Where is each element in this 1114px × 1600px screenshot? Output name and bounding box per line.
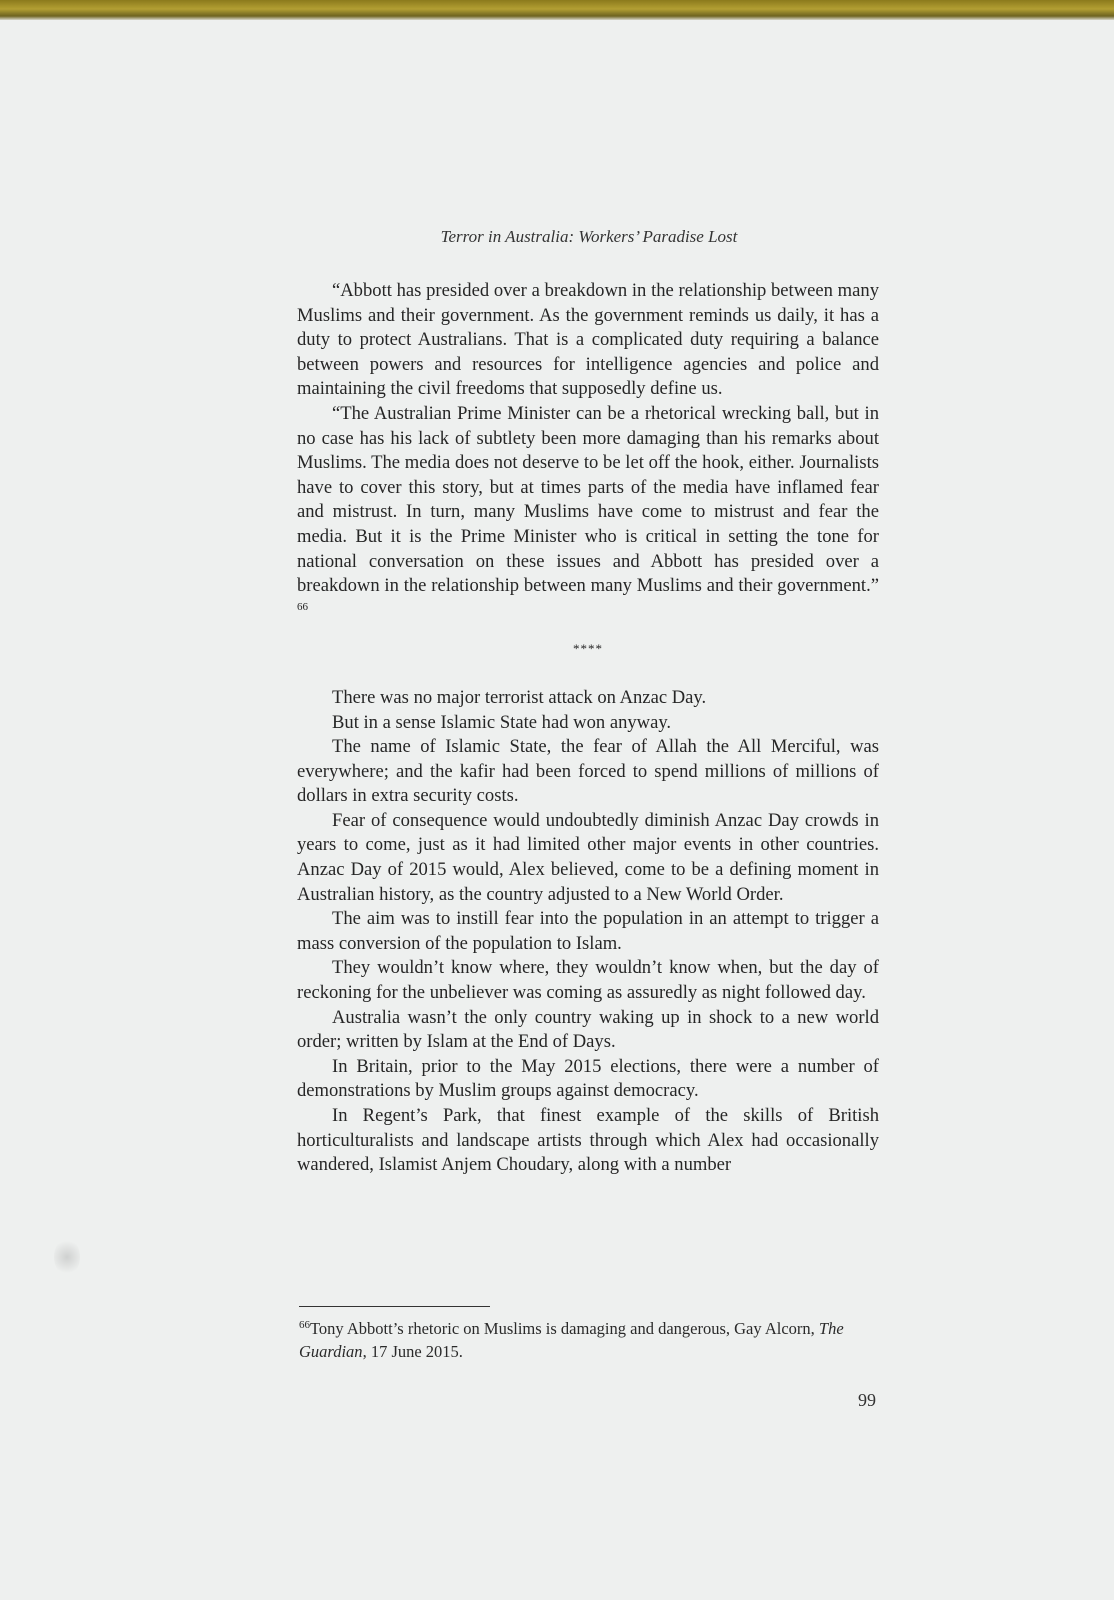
footnote [299, 1317, 881, 1363]
body-paragraph: There was no major terrorist attack on Anzac Day. [332, 686, 707, 708]
body-paragraph: They wouldn’t know where, they wouldn’t know when, but the day of reckoning for the unbeliever was coming as assuredly as night followed day. [297, 957, 879, 1004]
scan-top-edge [0, 0, 1114, 20]
footnote-reference: 66 [297, 600, 308, 613]
quote-paragraph-text: “The Australian Prime Minister can be a rhetorical wrecking ball, but in no case has his lack of subtlety been more damaging than his remarks about Muslims. The media does not deserve to be let off the hook, either. Journalists have to cover this story, but at times parts of the media have inflamed fear and mistrust. In turn, many Muslims have come to mistrust and fear the media. But it is the Prime Minister who is critical in setting the tone for national conversation on these issues and Abbott has presided over a breakdown in the relationship between many Muslims and their government.” [297, 402, 879, 597]
body-paragraph: The name of Islamic State, the fear of Allah the All Merciful, was everywhere; and the kafir had been forced to spend millions of millions of dollars in extra security costs. [297, 736, 879, 807]
footnote-divider [299, 1306, 490, 1307]
body-text [297, 279, 879, 1178]
body-paragraph: But in a sense Islamic State had won anyway. [332, 711, 672, 733]
body-paragraph: Fear of consequence would undoubtedly diminish Anzac Day crowds in years to come, just as it had limited other major events in other countries. Anzac Day of 2015 would, Alex believed, come to be a defining moment in Australian history, as the country adjusted to a New World Order. [297, 809, 879, 905]
running-head: Terror in Australia: Workers’ Paradise Lost [440, 227, 738, 246]
footnote-text: Tony Abbott’s rhetoric on Muslims is damaging and dangerous, Gay Alcorn, [310, 1319, 815, 1338]
quote-paragraph [297, 402, 879, 623]
body-paragraph: Australia wasn’t the only country waking up in shock to a new world order; written by Islam at the End of Days. [297, 1006, 879, 1053]
body-paragraph: In Regent’s Park, that finest example of the skills of British horticulturalists and landscape artists through which Alex had occasionally wandered, Islamist Anjem Choudary, along with a number [297, 1105, 879, 1176]
quote-paragraph: “Abbott has presided over a breakdown in the relationship between many Muslims and their government. As the government reminds us daily, it has a duty to protect Australians. That is a complicated duty requiring a balance between powers and resources for intelligence agencies and police and maintaining the civil freedoms that supposedly define us. [297, 280, 879, 400]
page-number: 99 [858, 1390, 876, 1410]
footnote-date: , 17 June 2015. [362, 1342, 463, 1361]
body-paragraph: The aim was to instill fear into the population in an attempt to trigger a mass conversion of the population to Islam. [297, 908, 879, 954]
section-break: **** [573, 641, 603, 657]
scan-smudge [54, 1238, 80, 1276]
footnote-marker: 66 [299, 1319, 310, 1331]
footnote-source-title: The Guardian [299, 1319, 844, 1361]
book-page [0, 20, 1114, 1600]
body-paragraph: In Britain, prior to the May 2015 elections, there were a number of demonstrations by Muslim groups against democracy. [297, 1055, 879, 1102]
